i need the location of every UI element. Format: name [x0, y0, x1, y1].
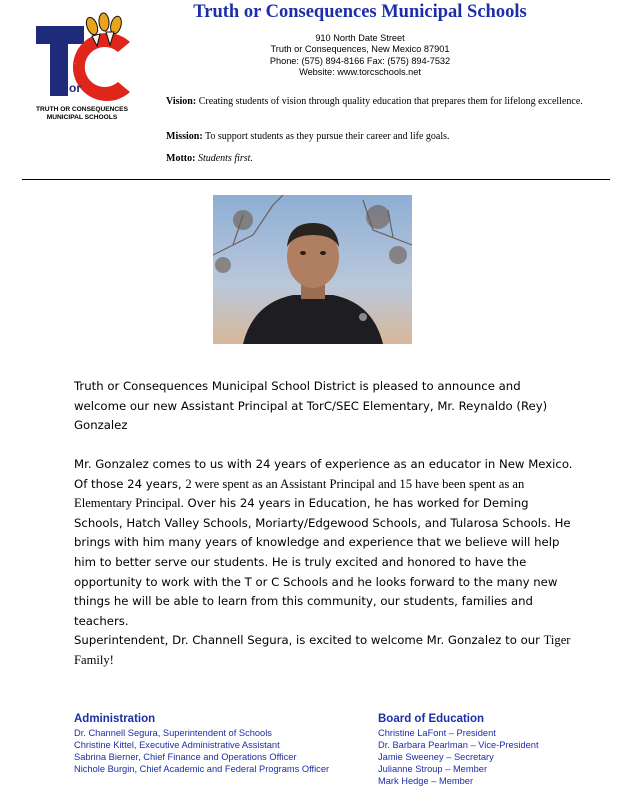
- website[interactable]: Website: www.torcschools.net: [299, 67, 421, 78]
- vision-statement: Vision: Creating students of vision through quality education that prepares them for lifelong excellence.: [166, 96, 583, 107]
- logo-caption: TRUTH OR CONSEQUENCES MUNICIPAL SCHOOLS: [36, 106, 128, 121]
- list-item: Sabrina Bierner, Chief Finance and Operations Officer: [74, 752, 297, 763]
- list-item: Mark Hedge – Member: [378, 776, 474, 787]
- list-item: Dr. Barbara Pearlman – Vice-President: [378, 740, 539, 751]
- svg-text:or: or: [69, 81, 81, 95]
- list-item: Jamie Sweeney – Secretary: [378, 752, 494, 763]
- assistant-principal-photo: [213, 195, 412, 344]
- phone-fax: Phone: (575) 894-8166 Fax: (575) 894-7532: [269, 55, 451, 66]
- board-list: [378, 727, 539, 787]
- street-address: 910 North Date Street: [315, 33, 405, 43]
- list-item: Julianne Stroup – Member: [378, 764, 488, 775]
- announcement-welcome: Superintendent, Dr. Channell Segura, is excited to welcome Mr. Gonzalez to our Tiger Family!: [74, 633, 571, 667]
- announcement-intro: Truth or Consequences Municipal School District is pleased to announce and welcome our new Assistant Principal at TorC/SEC Elementary, Mr. Reynaldo (Rey) Gonzalez: [74, 379, 548, 433]
- list-item: Dr. Channell Segura, Superintendent of Schools: [74, 728, 272, 738]
- motto-statement: Motto: Students first.: [166, 153, 253, 164]
- list-item: Christine LaFont – President: [378, 728, 496, 738]
- mission-statement: Mission: To support students as they pursue their career and life goals.: [166, 131, 450, 142]
- svg-text:TorC: TorC: [74, 64, 77, 65]
- administration-list: [74, 727, 329, 775]
- city-state: Truth or Consequences, New Mexico 87901: [270, 44, 450, 55]
- district-title: Truth or Consequences Municipal Schools: [193, 2, 527, 22]
- administration-heading: Administration: [74, 713, 156, 725]
- contact-block: [210, 33, 510, 79]
- board-heading: Board of Education: [378, 713, 485, 725]
- list-item: Nichole Burgin, Chief Academic and Federal Programs Officer: [74, 764, 330, 775]
- list-item: Christine Kittel, Executive Administrative Assistant: [74, 740, 280, 751]
- announcement-experience: Mr. Gonzalez comes to us with 24 years of experience as an educator in New Mexico. Of those 24 years, 2 were spent as an Assistant Principal and 15 have been spent as an Elementary Principal. Over his 24 years in Education, he has worked for Deming Schools, Hatch Valley Schools, Moriarty/Edgewood Schools, and Tularosa Schools. He brings with him many years of knowledge and experience that we believe will help him to better serve our students. He is truly excited and honored to have the opportunity to work with the T or C Schools and he looks forward to the many new things he will be able to learn from this community, our students, families and teachers.: [74, 457, 573, 628]
- header-divider: [22, 179, 610, 180]
